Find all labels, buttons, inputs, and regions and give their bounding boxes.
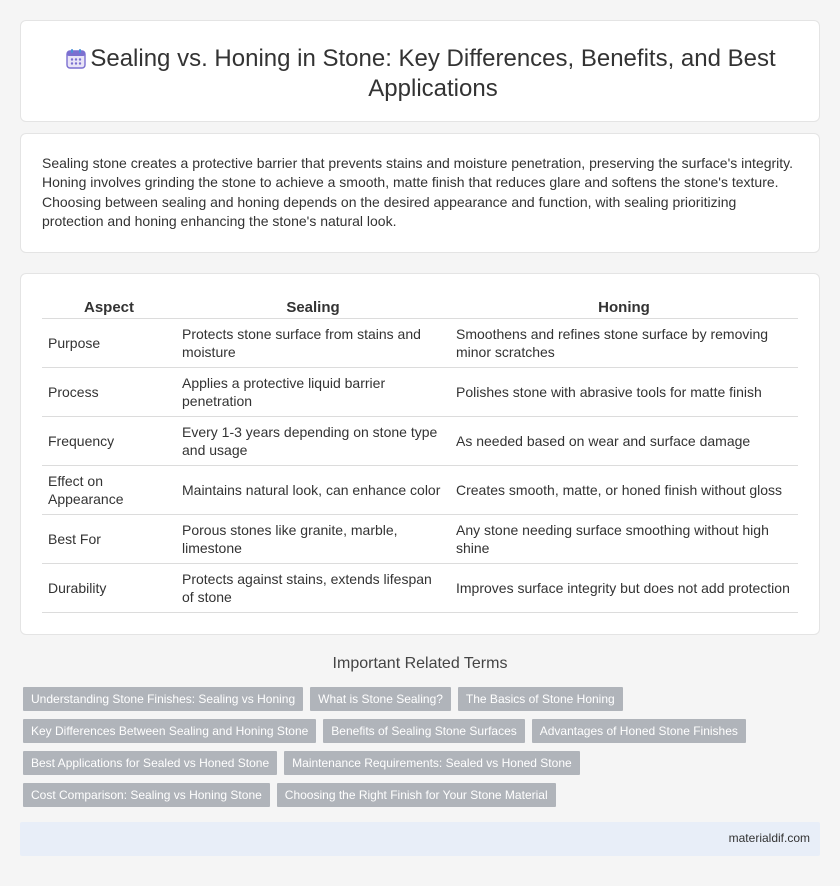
header-honing: Honing	[598, 299, 650, 317]
aspect-cell: Process	[42, 367, 176, 416]
table-row	[42, 367, 798, 416]
sealing-cell: Applies a protective liquid barrier penetration	[176, 367, 450, 416]
footer-site-name[interactable]: materialdif.com	[728, 831, 810, 845]
related-terms-list	[23, 687, 823, 815]
related-term-link[interactable]: Understanding Stone Finishes: Sealing vs Honing	[23, 687, 303, 711]
sealing-cell: Every 1-3 years depending on stone type and usage	[176, 416, 450, 465]
header-sealing: Sealing	[286, 299, 340, 317]
honing-cell: Any stone needing surface smoothing without high shine	[450, 514, 798, 563]
tag-row	[23, 687, 823, 711]
related-term-link[interactable]: Choosing the Right Finish for Your Stone Material	[277, 783, 556, 807]
related-term-link[interactable]: Benefits of Sealing Stone Surfaces	[323, 719, 524, 743]
aspect-cell: Frequency	[42, 416, 176, 465]
header-card	[20, 20, 820, 122]
table-row	[42, 514, 798, 563]
honing-cell: Polishes stone with abrasive tools for matte finish	[450, 367, 798, 416]
honing-cell: Creates smooth, matte, or honed finish without gloss	[450, 465, 798, 514]
related-term-link[interactable]: Key Differences Between Sealing and Honing Stone	[23, 719, 316, 743]
table-row	[42, 563, 798, 612]
sealing-cell: Protects against stains, extends lifespan of stone	[176, 563, 450, 612]
intro-paragraph: Sealing stone creates a protective barrier that prevents stains and moisture penetration, preserving the surface's integrity. Honing involves grinding the stone to achieve a smooth, matte finish that reduces glare and softens the stone's texture. Choosing between sealing and honing depends on the desired appearance and function, with sealing prioritizing protection and honing enhancing the stone's natural look.	[42, 155, 794, 229]
sealing-cell: Protects stone surface from stains and moisture	[176, 318, 450, 367]
related-term-link[interactable]: Advantages of Honed Stone Finishes	[532, 719, 746, 743]
honing-cell: As needed based on wear and surface damage	[450, 416, 798, 465]
table-row	[42, 318, 798, 367]
sealing-cell: Porous stones like granite, marble, limestone	[176, 514, 450, 563]
footer	[20, 822, 820, 856]
related-term-link[interactable]: Maintenance Requirements: Sealed vs Honed Stone	[284, 751, 580, 775]
honing-cell: Improves surface integrity but does not add protection	[450, 563, 798, 612]
aspect-cell: Best For	[42, 514, 176, 563]
table-row	[42, 416, 798, 465]
intro-card	[20, 133, 820, 253]
related-term-link[interactable]: Best Applications for Sealed vs Honed Stone	[23, 751, 277, 775]
tag-row	[23, 719, 823, 743]
related-terms-title: Important Related Terms	[332, 655, 508, 672]
tag-row	[23, 751, 823, 775]
aspect-cell: Purpose	[42, 318, 176, 367]
table-row	[42, 465, 798, 514]
page-title: Sealing vs. Honing in Stone: Key Differences, Benefits, and Best Applications	[90, 45, 776, 102]
aspect-cell: Effect on Appearance	[42, 465, 176, 514]
honing-cell: Smoothens and refines stone surface by removing minor scratches	[450, 318, 798, 367]
related-term-link[interactable]: The Basics of Stone Honing	[458, 687, 623, 711]
related-term-link[interactable]: Cost Comparison: Sealing vs Honing Stone	[23, 783, 270, 807]
comparison-table	[42, 296, 798, 613]
comparison-table-card	[20, 273, 820, 635]
related-term-link[interactable]: What is Stone Sealing?	[310, 687, 451, 711]
header-aspect: Aspect	[83, 299, 135, 317]
sealing-cell: Maintains natural look, can enhance color	[176, 465, 450, 514]
aspect-cell: Durability	[42, 563, 176, 612]
tag-row	[23, 783, 823, 807]
table-header-row	[42, 296, 798, 318]
